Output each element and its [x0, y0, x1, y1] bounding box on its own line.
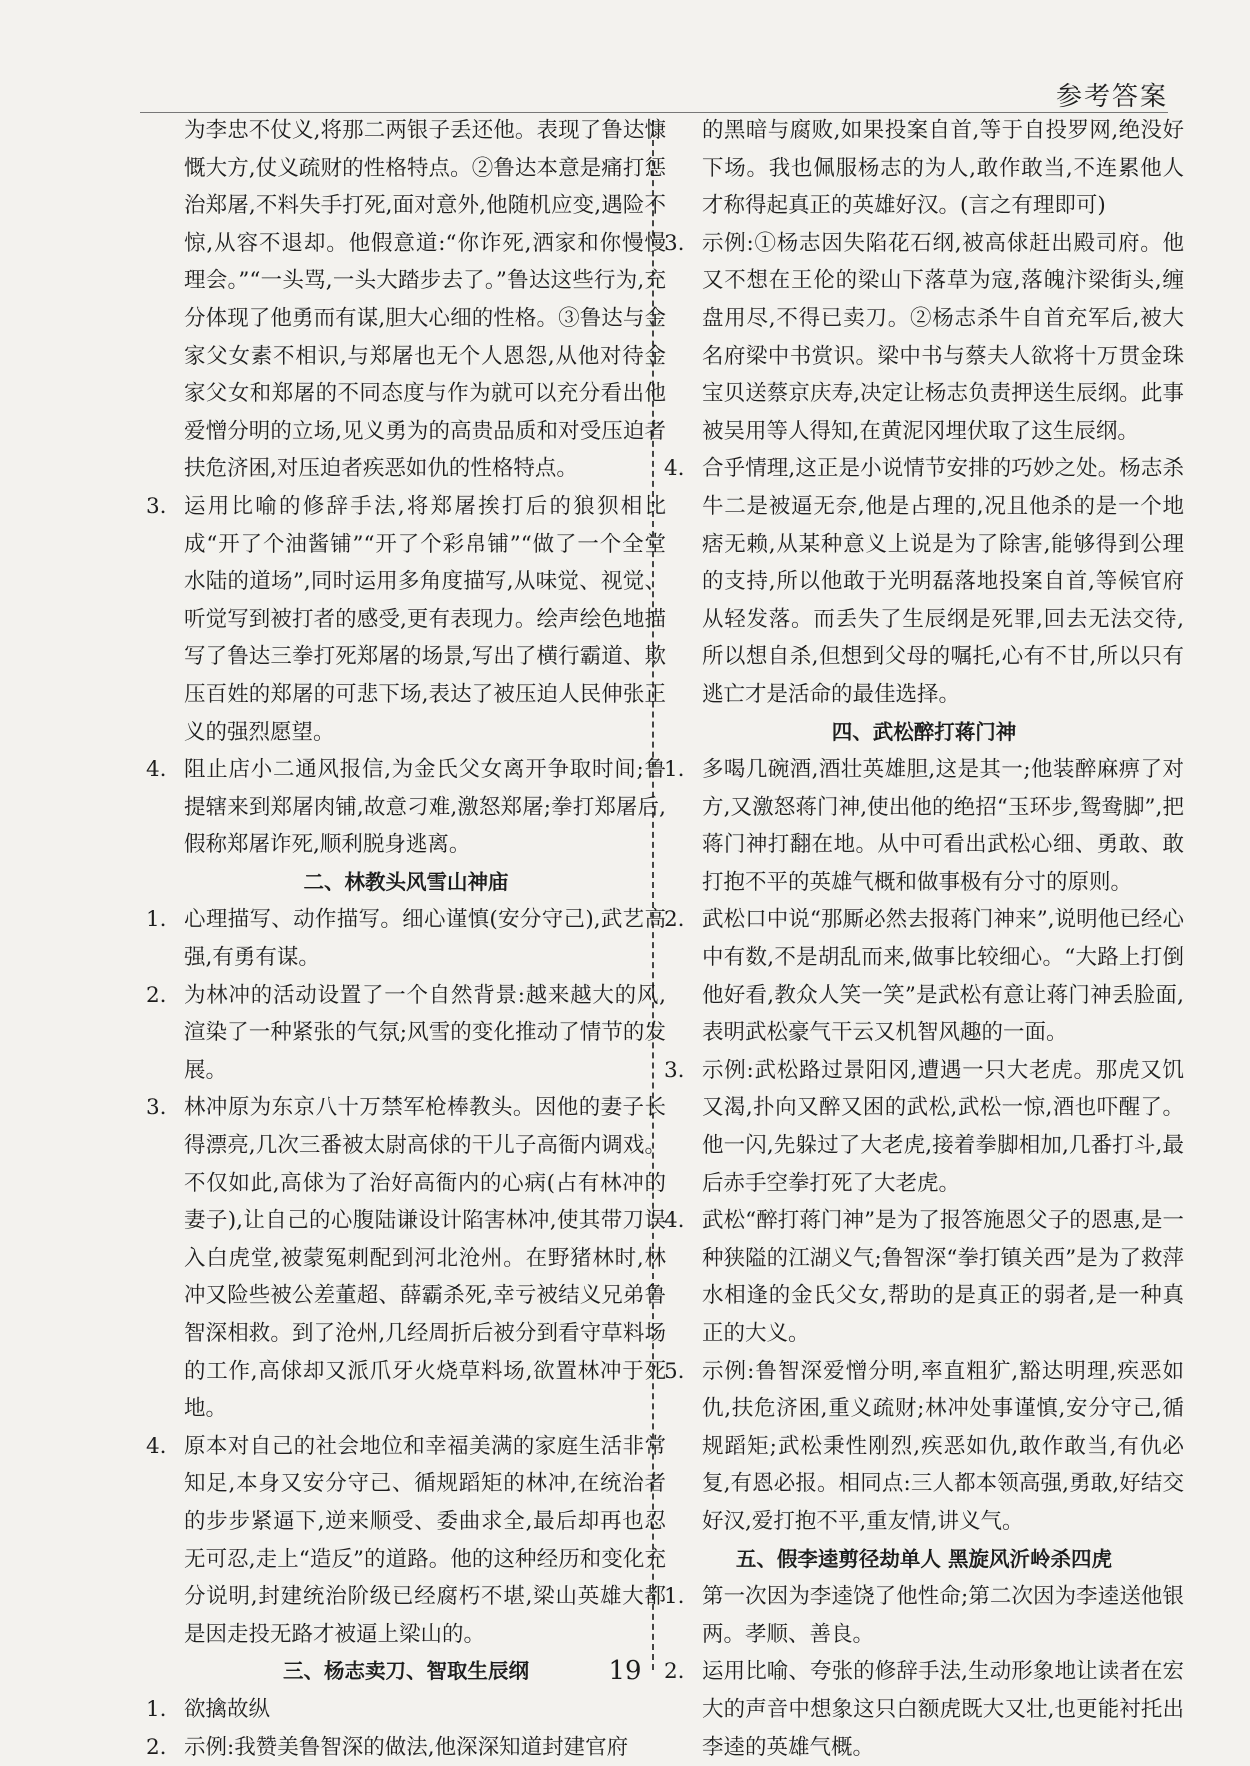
section-heading: 五、假李逵剪径劫单人 黑旋风沂岭杀四虎 — [735, 1546, 1113, 1571]
section-heading: 二、林教头风雪山神庙 — [303, 869, 509, 894]
item-number: 3. — [146, 493, 167, 519]
answer-item — [146, 1089, 666, 1427]
answer-item — [664, 450, 1184, 713]
continued-paragraph: 为李忠不仗义,将那二两银子丢还他。表现了鲁达慷慨大方,仗义疏财的性格特点。②鲁达本意是痛打惩治郑屠,不料失手打死,面对意外,他随机应变,遇险不惊,从容不退却。他假意道:“你诈死,洒家和你慢慢理会。”“一头骂,一头大踏步去了。”鲁达这些行为,充分体现了他勇而有谋,胆大心细的性格。③鲁达与金家父女素不相识,与郑屠也无个人恩怨,从他对待金家父女和郑屠的不同态度与作为就可以充分看出他爱憎分明的立场,见义勇为的高贵品质和对受压迫者扶危济困,对压迫者疾恶如仇的性格特点。 — [184, 118, 666, 482]
answer-item — [146, 488, 666, 751]
item-number: 4. — [146, 757, 167, 783]
item-text: 心理描写、动作描写。细心谨慎(安分守己),武艺高强,有勇有谋。 — [184, 907, 666, 971]
right-column — [664, 112, 1184, 1766]
item-number: 5. — [664, 1358, 685, 1384]
item-text: 武松“醉打蒋门神”是为了报答施恩父子的恩惠,是一种狭隘的江湖义气;鲁智深“拳打镇关西”是为了救萍水相逢的金氏父女,帮助的是真正的弱者,是一种真正的大义。 — [702, 1208, 1184, 1346]
item-number: 2. — [146, 982, 167, 1008]
item-text: 武松口中说“那厮必然去报蒋门神来”,说明他已经心中有数,不是胡乱而来,做事比较细心。“大路上打倒他好看,教众人笑一笑”是武松有意让蒋门神丢脸面,表明武松豪气干云又机智风趣的一面。 — [702, 907, 1184, 1046]
item-number: 4. — [664, 1208, 685, 1234]
answer-item — [146, 901, 666, 976]
answer-item — [664, 1052, 1184, 1202]
item-text: 林冲原为东京八十万禁军枪棒教头。因他的妻子长得漂亮,几次三番被太尉高俅的干儿子高衙内调戏。不仅如此,高俅为了治好高衙内的心病(占有林冲的妻子),让自己的心腹陆谦设计陷害林冲,使其带刀误入白虎堂,被蒙冤刺配到河北沧州。在野猪林时,林冲又险些被公差董超、薛霸杀死,幸亏被结义兄弟鲁智深相救。到了沧州,几经周折后被分到看守草料场的工作,高俅却又派爪牙火烧草料场,欲置林冲于死地。 — [184, 1095, 666, 1422]
answer-item — [146, 1428, 666, 1654]
page-header-title: 参考答案 — [1055, 82, 1168, 112]
item-number: 4. — [664, 456, 685, 482]
item-text: 第一次因为李逵饶了他性命;第二次因为李逵送他银两。孝顺、善良。 — [702, 1584, 1184, 1647]
item-number: 1. — [664, 1584, 685, 1610]
answer-item — [664, 225, 1184, 451]
item-text: 合乎情理,这正是小说情节安排的巧妙之处。杨志杀牛二是被逼无奈,他是占理的,况且他杀的是一个地痞无赖,从某种意义上说是为了除害,能够得到公理的支持,所以他敢于光明磊落地投案自首,等候官府从轻发落。而丢失了生辰纲是死罪,回去无法交待,所以想自杀,但想到父母的嘱托,心有不甘,所以只有逃亡才是活命的最佳选择。 — [702, 456, 1184, 707]
continued-paragraph: 的黑暗与腐败,如果投案自首,等于自投罗网,绝没好下场。我也佩服杨志的为人,敢作敢当,不连累他人才称得起真正的英雄好汉。(言之有理即可) — [702, 118, 1184, 219]
page-number: 19 — [608, 1656, 642, 1686]
item-number: 3. — [664, 1057, 685, 1083]
item-text: 运用比喻的修辞手法,将郑屠挨打后的狼狈相比成“开了个油酱铺”“开了个彩帛铺”“做了一个全堂水陆的道场”,同时运用多角度描写,从味觉、视觉、听觉写到被打者的感受,更有表现力。绘声绘色地描写了鲁达三拳打死郑屠的场景,写出了横行霸道、欺压百姓的郑屠的可悲下场,表达了被压迫人民伸张正义的强烈愿望。 — [184, 493, 666, 745]
section-heading: 四、武松醉打蒋门神 — [831, 719, 1017, 744]
answer-item — [664, 1578, 1184, 1653]
item-number: 4. — [146, 1433, 167, 1459]
item-number: 3. — [664, 230, 685, 256]
item-text: 示例:①杨志因失陷花石纲,被高俅赶出殿司府。他又不想在王伦的梁山下落草为寇,落魄汴梁街头,缠盘用尽,不得已卖刀。②杨志杀牛自首充军后,被大名府梁中书赏识。梁中书与蔡夫人欲将十万贯金珠宝贝送蔡京庆寿,决定让杨志负责押送生辰纲。此事被吴用等人得知,在黄泥冈埋伏取了这生辰纲。 — [702, 230, 1184, 444]
item-text: 阻止店小二通风报信,为金氏父女离开争取时间;鲁提辖来到郑屠肉铺,故意刁难,激怒郑屠;拳打郑屠后,假称郑屠诈死,顺利脱身逃离。 — [184, 757, 666, 858]
answer-item — [146, 1691, 666, 1729]
answer-item — [664, 901, 1184, 1051]
item-text: 欲擒故纵 — [184, 1696, 271, 1722]
answer-item — [146, 751, 666, 864]
item-number: 2. — [146, 1734, 167, 1760]
item-text: 原本对自己的社会地位和幸福美满的家庭生活非常知足,本身又安分守己、循规蹈矩的林冲,在统治者的步步紧逼下,逆来顺受、委曲求全,最后却再也忍无可忍,走上“造反”的道路。他的这种经历和变化充分说明,封建统治阶级已经腐朽不堪,梁山英雄大都是因走投无路才被逼上梁山的。 — [184, 1433, 666, 1647]
item-text: 运用比喻、夸张的修辞手法,生动形象地让读者在宏大的声音中想象这只白额虎既大又壮,也更能衬托出李逵的英雄气概。 — [702, 1659, 1184, 1760]
section-heading: 三、杨志卖刀、智取生辰纲 — [283, 1659, 529, 1684]
item-text: 多喝几碗酒,酒壮英雄胆,这是其一;他装醉麻痹了对方,又激怒蒋门神,使出他的绝招“玉环步,鸳鸯脚”,把蒋门神打翻在地。从中可看出武松心细、勇敢、敢打抱不平的英雄气概和做事极有分寸的原则。 — [702, 757, 1184, 895]
item-number: 1. — [146, 1696, 167, 1722]
answer-item — [146, 1729, 666, 1766]
item-number: 2. — [664, 907, 685, 933]
item-text: 示例:鲁智深爱憎分明,率直粗犷,豁达明理,疾恶如仇,扶危济困,重义疏财;林冲处事谨慎,安分守己,循规蹈矩;武松秉性刚烈,疾恶如仇,敢作敢当,有仇必复,有恩必报。相同点:三人都本领高强,勇敢,好结交好汉,爱打抱不平,重友情,讲义气。 — [702, 1358, 1184, 1534]
left-column — [146, 112, 666, 1766]
item-number: 1. — [146, 907, 167, 933]
answer-item — [664, 1202, 1184, 1352]
item-number: 2. — [664, 1659, 685, 1685]
item-text: 示例:我赞美鲁智深的做法,他深深知道封建官府 — [184, 1734, 629, 1760]
item-number: 1. — [664, 757, 685, 783]
answer-item — [664, 751, 1184, 901]
item-text: 示例:武松路过景阳冈,遭遇一只大老虎。那虎又饥又渴,扑向又醉又困的武松,武松一惊,酒也吓醒了。他一闪,先躲过了大老虎,接着拳脚相加,几番打斗,最后赤手空拳打死了大老虎。 — [702, 1057, 1184, 1196]
item-number: 3. — [146, 1095, 167, 1121]
item-text: 为林冲的活动设置了一个自然背景:越来越大的风,渲染了一种紧张的气氛;风雪的变化推动了情节的发展。 — [184, 982, 666, 1083]
answer-item — [146, 977, 666, 1090]
answer-item — [664, 1353, 1184, 1541]
